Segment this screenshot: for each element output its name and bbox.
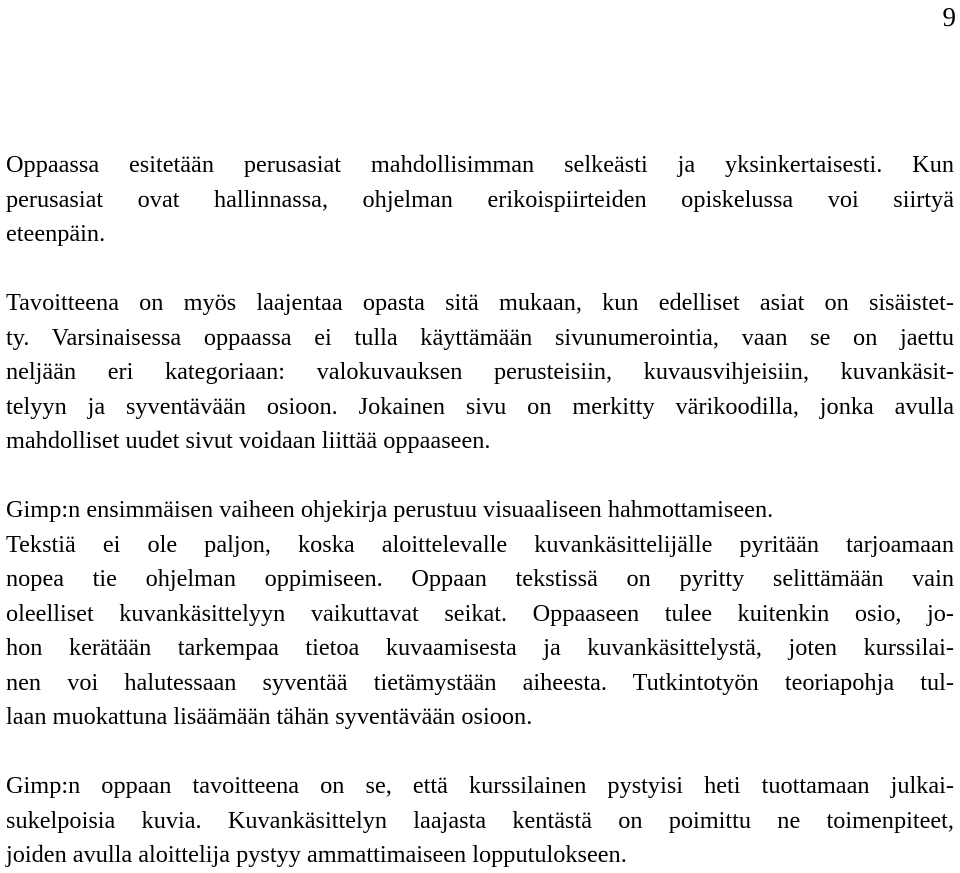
page-number: 9 (942, 2, 956, 32)
text-line: eteenpäin. (6, 220, 106, 247)
text-line: Tekstiä ei ole paljon, koska aloittelevalle kuvankäsittelijälle pyritään tarjoamaan (6, 530, 954, 558)
text-line: Gimp:n oppaan tavoitteena on se, että kurssilainen pystyisi heti tuottamaan julkai- (6, 772, 954, 799)
text-line: neljään eri kategoriaan: valokuvauksen perusteisiin, kuvausvihjeisiin, kuvankäsit- (6, 358, 954, 385)
text-line: nen voi halutessaan syventää tietämystään aiheesta. Tutkintotyön teoriapohja tul- (6, 668, 954, 696)
text-line: sukelpoisia kuvia. Kuvankäsittelyn laajasta kentästä on poimittu ne toimenpiteet, (6, 806, 954, 834)
text-line: Gimp:n ensimmäisen vaiheen ohjekirja perustuu visuaaliseen hahmottamiseen. (6, 496, 774, 523)
body-text (6, 148, 954, 873)
text-line: oleelliset kuvankäsittelyyn vaikuttavat seikat. Oppaaseen tulee kuitenkin osio, jo- (6, 599, 954, 627)
text-line: telyyn ja syventävään osioon. Jokainen sivu on merkitty värikoodilla, jonka avulla (6, 392, 954, 420)
paragraph-2 (6, 286, 954, 459)
paragraph-3 (6, 493, 954, 735)
text-line: hon kerätään tarkempaa tietoa kuvaamisesta ja kuvankäsittelystä, joten kurssilai- (6, 634, 954, 661)
text-line: mahdolliset uudet sivut voidaan liittää oppaaseen. (6, 427, 491, 454)
text-line: laan muokattuna lisäämään tähän syventävään osioon. (6, 703, 533, 730)
text-line: ty. Varsinaisessa oppaassa ei tulla käyttämään sivunumerointia, vaan se on jaettu (6, 323, 954, 351)
paragraph-4 (6, 769, 954, 873)
text-line: Tavoitteena on myös laajentaa opasta sitä mukaan, kun edelliset asiat on sisäistet- (6, 289, 954, 316)
text-line: perusasiat ovat hallinnassa, ohjelman erikoispiirteiden opiskelussa voi siirtyä (6, 185, 954, 213)
text-line: joiden avulla aloittelija pystyy ammattimaiseen lopputulokseen. (6, 841, 627, 868)
paragraph-1 (6, 148, 954, 252)
text-line: nopea tie ohjelman oppimiseen. Oppaan tekstissä on pyritty selittämään vain (6, 565, 954, 592)
text-line: Oppaassa esitetään perusasiat mahdollisimman selkeästi ja yksinkertaisesti. Kun (6, 151, 954, 178)
